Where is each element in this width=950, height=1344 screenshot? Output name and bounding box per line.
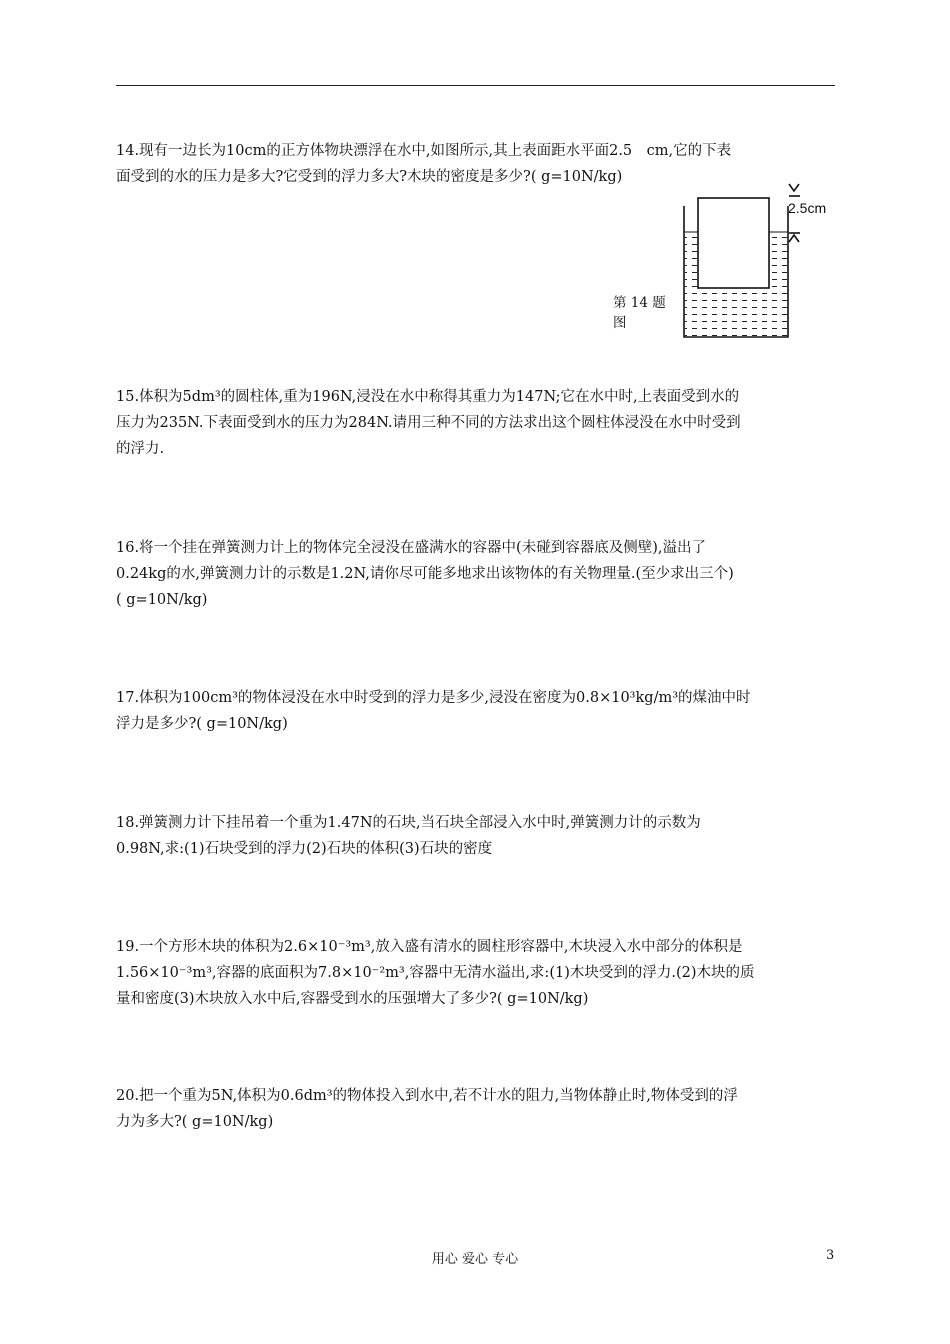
question-19-line-3: 量和密度(3)木块放入水中后,容器受到水的压强增大了多少?( g=10N/kg) [116,991,589,1007]
question-20-line-2: 力为多大?( g=10N/kg) [116,1114,274,1130]
footer-text: 用心 爱心 专心 [431,1252,519,1267]
floating-block [698,198,769,288]
question-15-line-2: 压力为235N.下表面受到水的压力为284N.请用三种不同的方法求出这个圆柱体浸没在水中时受到 [116,415,741,431]
question-18-line-1: 18.弹簧测力计下挂吊着一个重为1.47N的石块,当石块全部浸入水中时,弹簧测力计的示数为 [116,815,701,831]
question-17 [116,685,836,737]
question-16 [116,535,836,613]
question-17-line-1: 17.体积为100cm³的物体浸没在水中时受到的浮力是多少,浸没在密度为0.8×10³kg/m³的煤油中时 [116,690,751,706]
question-17-line-2: 浮力是多少?( g=10N/kg) [116,716,288,732]
figure-dimension-label: 2.5cm [788,200,827,216]
question-19-line-1: 19.一个方形木块的体积为2.6×10⁻³m³,放入盛有清水的圆柱形容器中,木块浸入水中部分的体积是 [116,939,743,955]
question-14-line-1: 14.现有一边长为10cm的正方体物块漂浮在水中,如图所示,其上表面距水平面2.5 cm,它的下表 [116,143,732,159]
question-16-line-2: 0.24kg的水,弹簧测力计的示数是1.2N,请你尽可能多地求出该物体的有关物理量.(至少求出三个) [116,566,734,582]
figure-caption-line-1: 第 14 题 [613,295,666,311]
page-number: 3 [826,1248,835,1263]
question-18-line-2: 0.98N,求:(1)石块受到的浮力(2)石块的体积(3)石块的密度 [116,841,493,857]
figure-caption-line-2: 图 [613,315,627,331]
question-20 [116,1083,836,1135]
question-16-line-3: ( g=10N/kg) [116,592,208,608]
question-19 [116,934,836,1012]
question-15 [116,384,836,462]
question-20-line-1: 20.把一个重为5N,体积为0.6dm³的物体投入到水中,若不计水的阻力,当物体静止时,物体受到的浮 [116,1088,738,1104]
question-19-line-2: 1.56×10⁻³m³,容器的底面积为7.8×10⁻²m³,容器中无清水溢出,求:(1)木块受到的浮力.(2)木块的质 [116,965,755,981]
question-15-line-3: 的浮力. [116,441,165,457]
question-15-line-1: 15.体积为5dm³的圆柱体,重为196N,浸没在水中称得其重力为147N;它在水中时,上表面受到水的 [116,389,740,405]
question-16-line-1: 16.将一个挂在弹簧测力计上的物体完全浸没在盛满水的容器中(未碰到容器底及侧壁),溢出了 [116,540,706,556]
figure-caption [613,293,666,333]
question-14-line-2: 面受到的水的压力是多大?它受到的浮力多大?木块的密度是多少?( g=10N/kg) [116,169,623,185]
question-18 [116,810,836,862]
header-rule [116,85,835,86]
